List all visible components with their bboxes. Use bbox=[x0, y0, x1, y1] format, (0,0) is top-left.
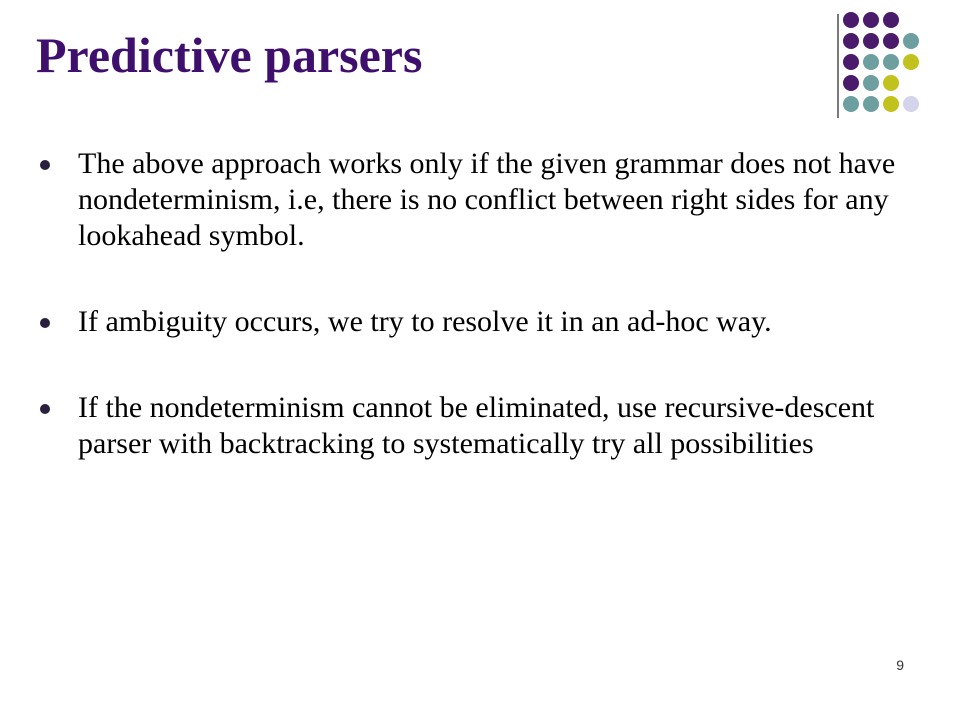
bullet-text: The above approach works only if the given grammar does not have nondeterminism, i.e, there is no conflict between right sides for any lookahead symbol. bbox=[78, 147, 896, 252]
decor-dot bbox=[843, 75, 859, 91]
decor-dot bbox=[863, 12, 879, 28]
bullet-item bbox=[40, 304, 900, 340]
decor-dot bbox=[883, 33, 899, 49]
decor-dot bbox=[843, 12, 859, 28]
decor-dot bbox=[843, 54, 859, 70]
slide-title: Predictive parsers bbox=[36, 27, 423, 83]
bullet-item bbox=[40, 146, 900, 254]
decor-dot bbox=[903, 96, 919, 112]
decor-dot bbox=[863, 96, 879, 112]
bullet-item bbox=[40, 390, 900, 462]
decor-dot bbox=[883, 54, 899, 70]
decor-dot bbox=[883, 96, 899, 112]
page-number: 9 bbox=[896, 657, 904, 673]
decor-dot bbox=[863, 54, 879, 70]
decor-dot bbox=[843, 33, 859, 49]
decor-dot bbox=[903, 54, 919, 70]
decor-dot bbox=[843, 96, 859, 112]
decor-dot bbox=[863, 33, 879, 49]
bullet-dot-icon bbox=[40, 404, 50, 414]
bullet-list bbox=[40, 146, 900, 512]
decor-dot bbox=[883, 12, 899, 28]
decor-dot bbox=[863, 75, 879, 91]
decor-dot bbox=[883, 75, 899, 91]
bullet-text: If ambiguity occurs, we try to resolve it in an ad-hoc way. bbox=[78, 305, 772, 338]
decorative-dot-grid bbox=[836, 10, 946, 122]
bullet-text: If the nondeterminism cannot be eliminated, use recursive-descent parser with backtracking to systematically try all possibilities bbox=[78, 391, 875, 460]
bullet-dot-icon bbox=[40, 160, 50, 170]
bullet-dot-icon bbox=[40, 318, 50, 328]
decor-dot bbox=[903, 33, 919, 49]
